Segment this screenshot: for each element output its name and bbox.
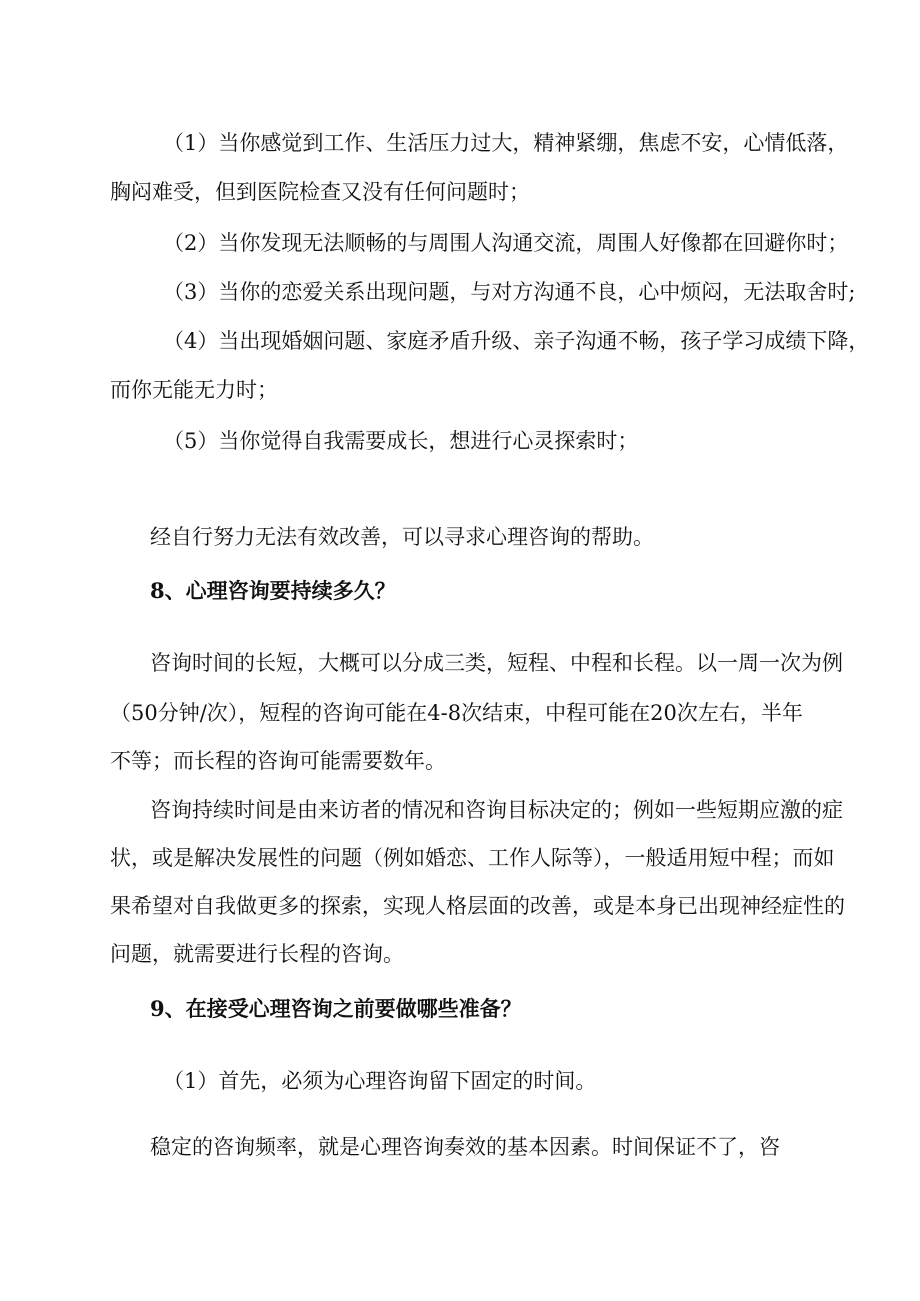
paragraph-3-line-1: 稳定的咨询频率，就是心理咨询奏效的基本因素。时间保证不了，咨: [150, 1135, 780, 1159]
list-item-3: （3）当你的恋爱关系出现问题，与对方沟通不良，心中烦闷，无法取舍时;: [163, 280, 856, 304]
summary-paragraph: 经自行努力无法有效改善，可以寻求心理咨询的帮助。: [150, 525, 654, 549]
list-item-4-line-1: （4）当出现婚姻问题、家庭矛盾升级、亲子沟通不畅，孩子学习成绩下降，: [163, 329, 870, 353]
list-item-1-line-2: 胸闷难受，但到医院检查又没有任何问题时；: [110, 180, 530, 204]
list-item-4-line-2: 而你无能无力时；: [110, 378, 278, 402]
paragraph-1-line-2: （50分钟/次），短程的咨询可能在4-8次结束，中程可能在20次左右，半年: [110, 701, 803, 725]
paragraph-2-line-2: 状，或是解决发展性的问题（例如婚恋、工作人际等），一般适用短中程；而如: [110, 846, 835, 870]
prep-item-1: （1）首先，必须为心理咨询留下固定的时间。: [163, 1069, 597, 1093]
list-item-2: （2）当你发现无法顺畅的与周围人沟通交流，周围人好像都在回避你时；: [163, 231, 849, 255]
paragraph-1-line-3: 不等；而长程的咨询可能需要数年。: [110, 749, 446, 773]
list-item-1-line-1: （1）当你感觉到工作、生活压力过大，精神紧绷，焦虑不安，心情低落，: [163, 131, 849, 155]
paragraph-2-line-4: 问题，就需要进行长程的咨询。: [110, 942, 404, 966]
paragraph-2-line-3: 果希望对自我做更多的探索，实现人格层面的改善，或是本身已出现神经症性的: [110, 894, 845, 918]
paragraph-1-line-1: 咨询时间的长短，大概可以分成三类，短程、中程和长程。以一周一次为例: [150, 651, 843, 675]
paragraph-2-line-1: 咨询持续时间是由来访者的情况和咨询目标决定的；例如一些短期应激的症: [150, 798, 843, 822]
section-heading-8: 8、心理咨询要持续多久？: [150, 578, 396, 603]
section-heading-9: 9、在接受心理咨询之前要做哪些准备？: [150, 996, 522, 1021]
list-item-5: （5）当你觉得自我需要成长，想进行心灵探索时；: [163, 429, 639, 453]
